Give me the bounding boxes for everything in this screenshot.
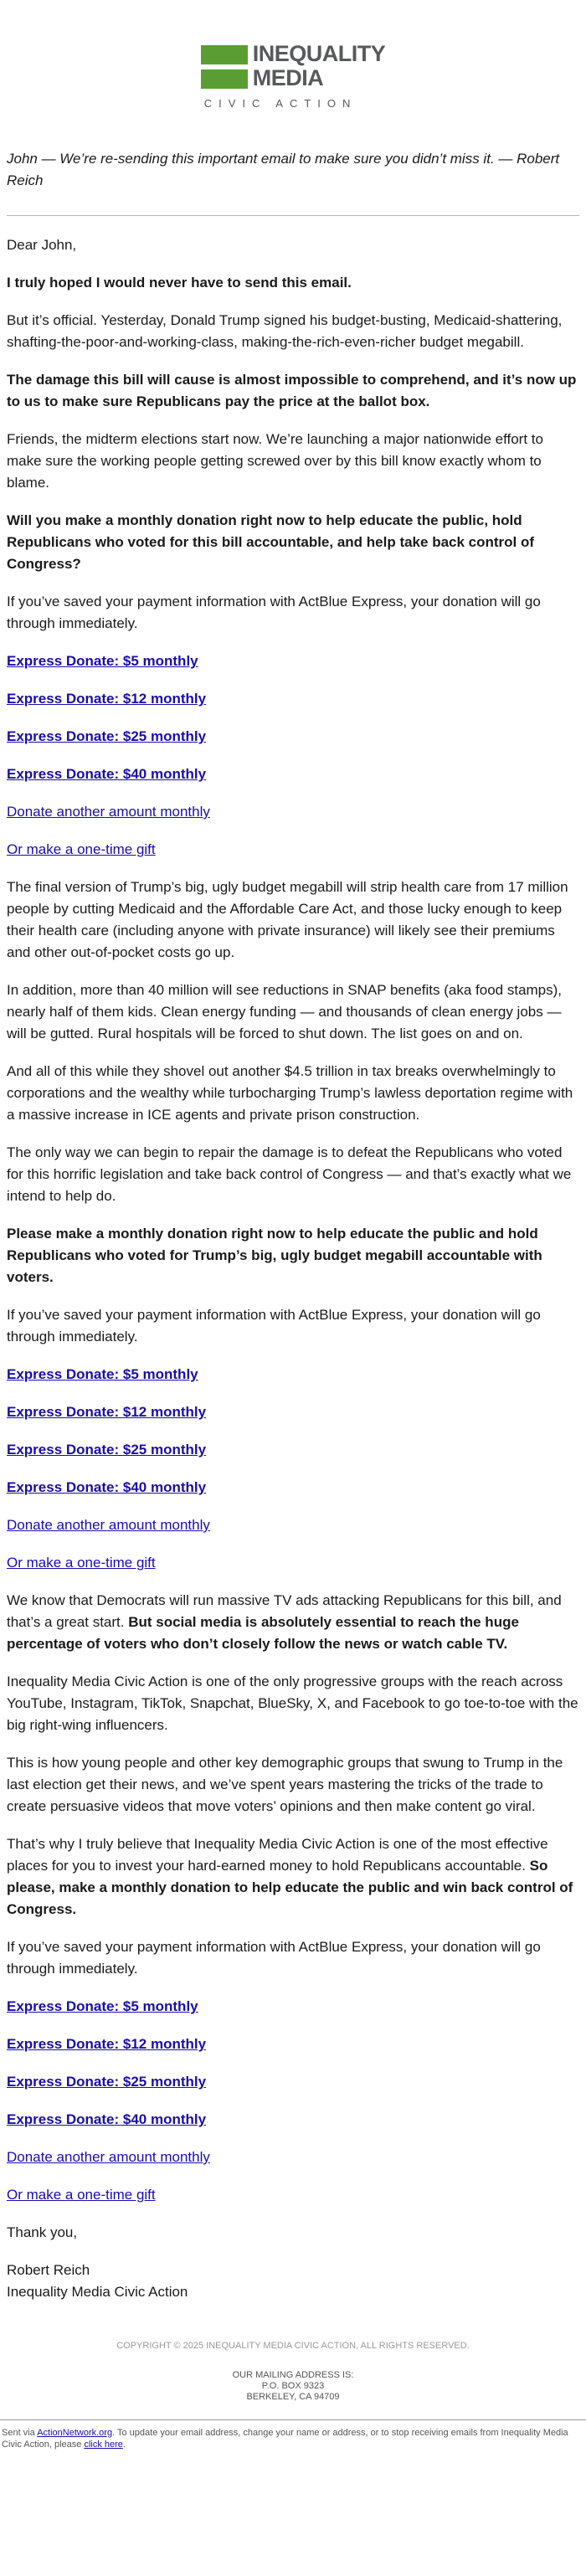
logo-bars-icon xyxy=(201,42,248,89)
express-donate-25-link[interactable]: Express Donate: $25 monthly xyxy=(7,728,207,744)
express-donate-5-link[interactable]: Express Donate: $5 monthly xyxy=(7,653,198,669)
intro-paragraph-2: But it’s official. Yesterday, Donald Trump signed his budget-busting, Medicaid-shattering, shafting-the-poor-and-working-class, making-the-rich-even-richer budget megabill. xyxy=(7,312,563,350)
express-donate-12-link[interactable]: Express Donate: $12 monthly xyxy=(7,691,207,707)
express-note-3: If you’ve saved your payment information with ActBlue Express, your donation will go through immediately. xyxy=(7,1939,541,1977)
sent-via-notice: Sent via ActionNetwork.org. To update your email address, change your name or address, or to stop receiving emails from Inequality Media Civic Action, please click here. xyxy=(2,2428,568,2450)
middle-paragraph-4: The only way we can begin to repair the damage is to defeat the Republicans who voted for this horrific legislation and take back control of Congress — and that’s exactly what we intend to help do. xyxy=(7,1144,572,1204)
greeting: Dear John, xyxy=(7,237,77,253)
middle-paragraph-1: The final version of Trump’s big, ugly budget megabill will strip health care from 17 million people by cutting Medicaid and the Affordable Care Act, and those lucky enough to keep their health care (including anyone with private insurance) will likely see their premiums and other out-of-pocket costs go up. xyxy=(7,879,568,960)
divider xyxy=(7,215,579,216)
donate-other-amount-link[interactable]: Donate another amount monthly xyxy=(7,804,210,820)
intro-paragraph-3: The damage this bill will cause is almost impossible to comprehend, and it’s now up to us to make sure Republicans pay the price at the ballot box. xyxy=(7,372,577,409)
express-donate-5-link-2[interactable]: Express Donate: $5 monthly xyxy=(7,1366,198,1382)
donate-other-amount-link-3[interactable]: Donate another amount monthly xyxy=(7,2149,210,2165)
one-time-gift-link-2[interactable]: Or make a one-time gift xyxy=(7,1555,156,1571)
middle-paragraph-3: And all of this while they shovel out another $4.5 trillion in tax breaks overwhelmingly to corporations and the wealthy while turbocharging Trump’s lawless deportation regime with a massive increase in ICE agents and private prison construction. xyxy=(7,1063,573,1123)
express-donate-25-link-3[interactable]: Express Donate: $25 monthly xyxy=(7,2074,207,2090)
donate-other-amount-link-2[interactable]: Donate another amount monthly xyxy=(7,1517,210,1533)
footer xyxy=(7,2341,579,2419)
logo-title-line1: INEQUALITY xyxy=(252,41,386,66)
closing-paragraph-3: This is how young people and other key demographic groups that swung to Trump in the last election get their news, and we’ve spent years mastering the tricks of the trade to create persuasive videos that move voters’ opinions and then make content go viral. xyxy=(7,1755,563,1814)
express-donate-5-link-3[interactable]: Express Donate: $5 monthly xyxy=(7,1998,198,2014)
express-donate-40-link-2[interactable]: Express Donate: $40 monthly xyxy=(7,1479,207,1495)
one-time-gift-link[interactable]: Or make a one-time gift xyxy=(7,841,156,857)
signoff-signature xyxy=(7,2260,579,2303)
footer-copyright: COPYRIGHT © 2025 INEQUALITY MEDIA CIVIC ACTION, ALL RIGHTS RESERVED. xyxy=(116,2341,470,2351)
closing-paragraph-1: We know that Democrats will run massive TV ads attacking Republicans for this bill, and that’s a great start. But social media is absolutely essential to reach the huge percentage of voters who don’t closely follow the news or watch cable TV. xyxy=(7,1592,562,1652)
inequality-media-logo xyxy=(201,42,386,110)
express-donate-12-link-3[interactable]: Express Donate: $12 monthly xyxy=(7,2036,207,2052)
express-donate-40-link-3[interactable]: Express Donate: $40 monthly xyxy=(7,2111,207,2127)
intro-ask: Will you make a monthly donation right now to help educate the public, hold Republicans who voted for this bill accountable, and help take back control of Congress? xyxy=(7,512,535,572)
preheader-text: John — We’re re-sending this important email to make sure you didn’t miss it. — Robert Reich xyxy=(7,151,560,188)
middle-ask: Please make a monthly donation right now to help educate the public and hold Republicans who voted for Trump’s big, ugly budget megabill accountable with voters. xyxy=(7,1226,542,1285)
footer-mailing-address: OUR MAILING ADDRESS IS: P.O. BOX 9323 BERKELEY, CA 94709 xyxy=(232,2370,354,2402)
express-donate-12-link-2[interactable]: Express Donate: $12 monthly xyxy=(7,1404,207,1420)
closing-paragraph-2: Inequality Media Civic Action is one of the only progressive groups with the reach across YouTube, Instagram, TikTok, Snapchat, BlueSky, X, and Facebook to go toe-to-toe with the big right-wing influencers. xyxy=(7,1674,578,1733)
middle-paragraph-2: In addition, more than 40 million will see reductions in SNAP benefits (aka food stamps), nearly half of them kids. Clean energy funding — and thousands of clean energy jobs — will be gutted. Rural hospitals will be forced to shut down. The list goes on and on. xyxy=(7,982,563,1041)
signoff-org: Inequality Media Civic Action xyxy=(7,2284,188,2300)
express-note-2: If you’ve saved your payment information with ActBlue Express, your donation will go through immediately. xyxy=(7,1307,541,1345)
logo-header xyxy=(7,0,579,148)
express-note: If you’ve saved your payment information with ActBlue Express, your donation will go through immediately. xyxy=(7,594,541,631)
signoff-name: Robert Reich xyxy=(7,2262,90,2278)
signoff-thanks: Thank you, xyxy=(7,2224,78,2240)
one-time-gift-link-3[interactable]: Or make a one-time gift xyxy=(7,2187,156,2203)
actionnetwork-link[interactable]: ActionNetwork.org xyxy=(37,2428,113,2438)
unsubscribe-click-here-link[interactable]: click here xyxy=(84,2440,123,2450)
intro-paragraph-4: Friends, the midterm elections start now. We’re launching a major nationwide effort to make sure the working people getting screwed over by this bill know exactly whom to blame. xyxy=(7,431,543,491)
closing-paragraph-4: That’s why I truly believe that Inequality Media Civic Action is one of the most effective places for you to invest your hard-earned money to hold Republicans accountable. So please, make a monthly donation to help educate the public and win back control of Congress. xyxy=(7,1836,573,1917)
express-donate-40-link[interactable]: Express Donate: $40 monthly xyxy=(7,766,207,782)
express-donate-25-link-2[interactable]: Express Donate: $25 monthly xyxy=(7,1442,207,1458)
intro-paragraph-1: I truly hoped I would never have to send this email. xyxy=(7,275,352,291)
logo-subtitle: CIVIC ACTION xyxy=(203,97,357,110)
logo-title-line2: MEDIA xyxy=(252,65,324,90)
